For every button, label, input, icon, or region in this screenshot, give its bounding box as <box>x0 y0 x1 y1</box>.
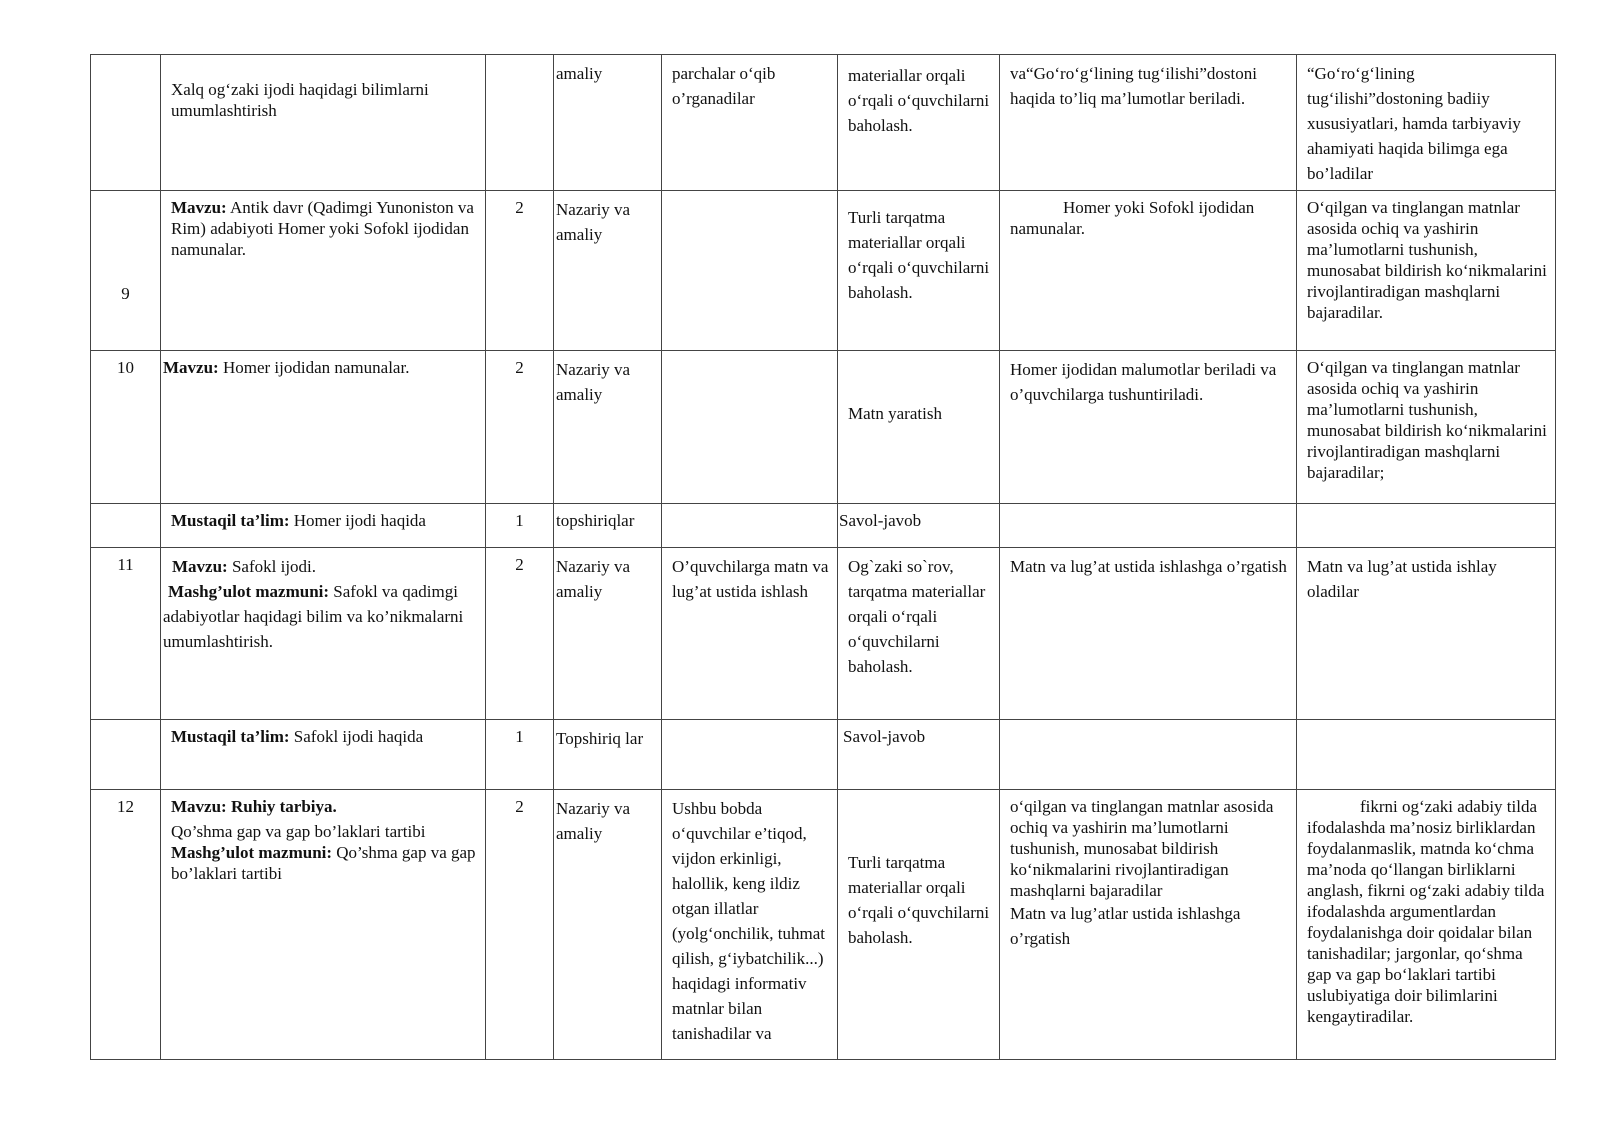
lesson-hours: 2 <box>486 351 554 504</box>
topic-label: Mustaqil ta’lim: <box>171 511 290 530</box>
lesson-method: Og`zaki so`rov, tarqatma materiallar orqali o‘rqali o‘quvchilarni baholash. <box>838 548 1000 720</box>
lesson-topic <box>161 351 486 504</box>
lesson-hours: 2 <box>486 191 554 351</box>
table-row <box>91 191 1556 351</box>
lesson-topic <box>161 720 486 790</box>
lesson-method: Turli tarqatma materiallar orqali o‘rqali o‘quvchilarni baholash. <box>838 191 1000 351</box>
student-result <box>1297 720 1556 790</box>
topic-text: Homer ijodi haqida <box>289 511 426 530</box>
table-row <box>91 55 1556 191</box>
topic-label-secondary: Mashg’ulot mazmuni: <box>171 843 333 862</box>
table-row <box>91 351 1556 504</box>
lesson-number: 11 <box>91 548 161 720</box>
lesson-method: Matn yaratish <box>838 351 1000 504</box>
lesson-method: Savol-javob <box>838 720 1000 790</box>
lesson-content <box>662 720 838 790</box>
topic-label: Mustaqil ta’lim: <box>171 727 290 746</box>
topic-label: Mavzu: <box>172 557 228 576</box>
lesson-content <box>662 351 838 504</box>
teacher-result-text-secondary: Matn va lug’atlar ustida ishlashga o’rgatish <box>1010 904 1241 948</box>
teacher-result <box>1000 790 1297 1060</box>
teacher-result <box>1000 504 1297 548</box>
lesson-topic <box>161 191 486 351</box>
table-row <box>91 720 1556 790</box>
topic-text-secondary: Qo’shma gap va gap bo’laklari tartibi <box>171 843 476 883</box>
teacher-result: Homer yoki Sofokl ijodidan namunalar. <box>1000 191 1297 351</box>
lesson-type: Nazariy va amaliy <box>554 548 662 720</box>
student-result: “Go‘ro‘g‘lining tug‘ilishi”dostoning badiiy xususiyatlari, hamda tarbiyaviy ahamiyati haqida bilimga ega bo’ladilar <box>1297 55 1556 191</box>
topic-text: Homer ijodidan namunalar. <box>218 358 410 377</box>
lesson-hours: 1 <box>486 504 554 548</box>
lesson-hours: 2 <box>486 548 554 720</box>
teacher-result: Matn va lug’at ustida ishlashga o’rgatish <box>1000 548 1297 720</box>
topic-text: Safokl ijodi haqida <box>289 727 424 746</box>
lesson-topic <box>161 504 486 548</box>
lesson-content <box>662 504 838 548</box>
table-row <box>91 504 1556 548</box>
lesson-content: O’quvchilarga matn va lug’at ustida ishlash <box>662 548 838 720</box>
teacher-result <box>1000 720 1297 790</box>
lesson-number: 12 <box>91 790 161 1060</box>
teacher-result: va“Go‘ro‘g‘lining tug‘ilishi”dostoni haqida to’liq ma’lumotlar beriladi. <box>1000 55 1297 191</box>
lesson-plan-table <box>90 54 1556 1060</box>
lesson-method: materiallar orqali o‘rqali o‘quvchilarni baholash. <box>838 55 1000 191</box>
topic-label: Mavzu: <box>163 358 219 377</box>
lesson-hours: 2 <box>486 790 554 1060</box>
topic-text: Xalq og‘zaki ijodi haqidagi bilimlarni umumlashtirish <box>171 80 429 120</box>
lesson-type: Nazariy va amaliy <box>554 790 662 1060</box>
student-result: fikrni og‘zaki adabiy tilda ifodalashda ma’nosiz birliklardan foydalanmaslik, matnda ko‘chma ma’noda qo‘llangan birliklarni anglash, fikrni og‘zaki adabiy tilda ifodalashda argumentlardan foydalanishga doir qoidalar bilan tanishadilar; jargonlar, qo‘shma gap va gap bo‘laklari tartibi uslubiyatiga doir bilimlarini kengaytiradilar. <box>1297 790 1556 1060</box>
topic-text-secondary: Safokl va qadimgi adabiyotlar haqidagi bilim va ko’nikmalarni umumlashtirish. <box>163 582 464 651</box>
lesson-type: Nazariy va amaliy <box>554 191 662 351</box>
lesson-number <box>91 504 161 548</box>
lesson-method: Savol-javob <box>838 504 1000 548</box>
student-result: O‘qilgan va tinglangan matnlar asosida ochiq va yashirin ma’lumotlarni tushunish, munosabat bildirish ko‘nikmalarini rivojlantiradigan mashqlarni bajaradilar. <box>1297 191 1556 351</box>
student-result: Matn va lug’at ustida ishlay oladilar <box>1297 548 1556 720</box>
topic-label: Mavzu: <box>171 198 227 217</box>
lesson-hours <box>486 55 554 191</box>
lesson-topic <box>161 548 486 720</box>
lesson-type: Topshiriq lar <box>554 720 662 790</box>
lesson-content <box>662 191 838 351</box>
lesson-topic <box>161 790 486 1060</box>
teacher-result-text: o‘qilgan va tinglangan matnlar asosida ochiq va yashirin ma’lumotlarni tushunish, munosabat bildirish ko‘nikmalarini rivojlantiradigan mashqlarni bajaradilar <box>1010 797 1274 900</box>
table-row <box>91 548 1556 720</box>
lesson-topic <box>161 55 486 191</box>
lesson-content: Ushbu bobda o‘quvchilar e’tiqod, vijdon erkinligi, halollik, keng ildiz otgan illatlar (yolg‘onchilik, tuhmat qilish, g‘iybatchilik...) haqidagi informativ matnlar bilan tanishadilar va <box>662 790 838 1060</box>
lesson-content: parchalar o‘qib o’rganadilar <box>662 55 838 191</box>
topic-label: Mavzu: Ruhiy tarbiya. <box>171 797 337 816</box>
topic-label-secondary: Mashg’ulot mazmuni: <box>168 582 330 601</box>
table-row <box>91 790 1556 1060</box>
student-result: O‘qilgan va tinglangan matnlar asosida ochiq va yashirin ma’lumotlarni tushunish, munosabat bildirish ko‘nikmalarini rivojlantiradigan mashqlarni bajaradilar; <box>1297 351 1556 504</box>
teacher-result: Homer ijodidan malumotlar beriladi va o’quvchilarga tushuntiriladi. <box>1000 351 1297 504</box>
topic-text: Safokl ijodi. <box>227 557 317 576</box>
lesson-type: Nazariy va amaliy <box>554 351 662 504</box>
lesson-type: amaliy <box>554 55 662 191</box>
student-result <box>1297 504 1556 548</box>
lesson-number: 9 <box>91 191 161 351</box>
lesson-number: 10 <box>91 351 161 504</box>
lesson-hours: 1 <box>486 720 554 790</box>
lesson-type: topshiriqlar <box>554 504 662 548</box>
lesson-number <box>91 55 161 191</box>
lesson-method: Turli tarqatma materiallar orqali o‘rqali o‘quvchilarni baholash. <box>838 790 1000 1060</box>
topic-text: Qo’shma gap va gap bo’laklari tartibi <box>171 822 426 841</box>
topic-text: Antik davr (Qadimgi Yunoniston va Rim) adabiyoti Homer yoki Sofokl ijodidan namunalar. <box>171 198 474 259</box>
lesson-number <box>91 720 161 790</box>
